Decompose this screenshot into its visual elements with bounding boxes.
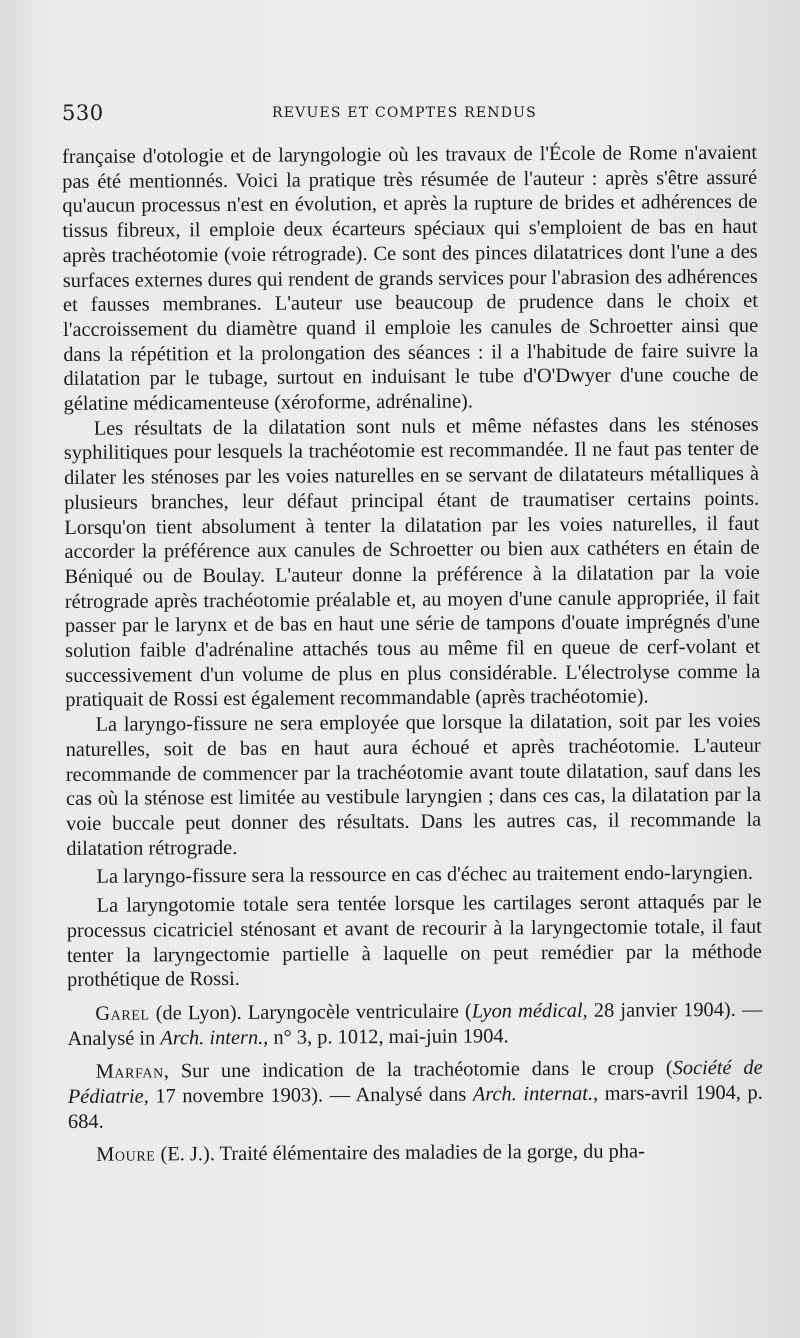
page-header <box>62 101 750 127</box>
paragraph: La laryngotomie totale sera tentée lorsque les cartilages seront attaqués par le processus cicatriciel sténosant et avant de recourir à la laryngectomie totale, il faut tenter la laryngectomie partielle à laquelle on peut remédier par la méthode prothétique de Rossi. <box>66 890 763 992</box>
reference-author: Moure <box>96 1143 156 1167</box>
page-number: 530 <box>62 101 104 125</box>
running-head: REVUES ET COMPTES RENDUS <box>272 105 537 121</box>
reference-entry: Garel (de Lyon). Laryngocèle ventriculaire (Lyon médical, 28 janvier 1904). — Analysé in Arch. intern., n° 3, p. 1012, mai-juin 1904. <box>67 998 763 1050</box>
body-text <box>62 141 763 1168</box>
reference-journal: Lyon médical, <box>471 999 588 1023</box>
paragraph: Les résultats de la dilatation sont nuls et même néfastes dans les sténoses syphilitiques pour lesquels la trachéotomie est recommandée. Il ne faut pas tenter de dilater les sténoses par les voies naturelles en se servant de dilatateurs métalliques à plusieurs branches, leur défaut principal étant de traumatiser certains points. Lorsqu'on tient absolument à tenter la dilatation par les voies naturelles, il faut accorder la préférence aux canules de Schroetter ou bien aux cathéters en étain de Béniqué ou de Boulay. L'auteur donne la préférence à la dilatation par la voie rétrograde après trachéotomie préalable et, au moyen d'une canule appropriée, il fait passer par le larynx et de bas en haut une série de tampons d'ouate imprégnés d'une solution faible d'adrénaline attachés tous au même fil en queue de cerf-volant et successivement d'un volume de plus en plus considérable. L'électrolyse comme la pratiquait de Rossi est également recommandable (après trachéotomie). <box>63 413 761 712</box>
reference-entry: Marfan, Sur une indication de la trachéotomie dans le croup (Société de Pédiatrie, 17 novembre 1903). — Analysé dans Arch. internat., mars-avril 1904, p. 684. <box>67 1057 763 1133</box>
reference-source: Arch. intern. <box>160 1026 264 1050</box>
paragraph-continued: française d'otologie et de laryngologie où les travaux de l'École de Rome n'avaient pas été mentionnés. Voici la pratique très résumée de l'auteur : après s'être assuré qu'aucun processus n'est en évolution, et après la rupture de brides et adhérences de tissus fibreux, il emploie deux écarteurs spéciaux qui s'emploient de bas en haut après trachéotomie (voie rétrograde). Ce sont des pinces dilatatrices dont l'une a des surfaces externes dures qui rendent de grands services pour l'abrasion des adhérences et fausses membranes. L'auteur use beaucoup de prudence dans le choix et l'accroissement du diamètre quand il emploie les canules de Schroetter ainsi que dans la répétition et la prolongation des séances : il a l'habitude de faire suivre la dilatation par le tubage, surtout en induisant le tube d'O'Dwyer d'une couche de gélatine médicamenteuse (xéroforme, adrénaline). <box>62 141 759 416</box>
reference-author: Garel <box>95 1002 150 1025</box>
reference-entry: Moure (E. J.). Traité élémentaire des maladies de la gorge, du pha- <box>96 1140 645 1167</box>
reference-author: Marfan <box>95 1060 164 1084</box>
reference-journal: Société de Pédiatrie, <box>67 1057 763 1108</box>
paragraph: La laryngo-fissure sera la ressource en cas d'échec au traitement endo-laryngien. <box>96 862 753 889</box>
reference-source: Arch. internat. <box>472 1082 594 1106</box>
paragraph: La laryngo-fissure ne sera employée que lorsque la dilatation, soit par les voies naturelles, soit de bas en haut aura échoué et après trachéotomie. L'auteur recommande de commencer par la trachéotomie avant toute dilatation, sauf dans les cas où la sténose est limitée au vestibule laryngien ; dans ces cas, la dilatation par la voie buccale peut donner des résultats. Dans les autres cas, il recommande la dilatation rétrograde. <box>65 709 762 860</box>
